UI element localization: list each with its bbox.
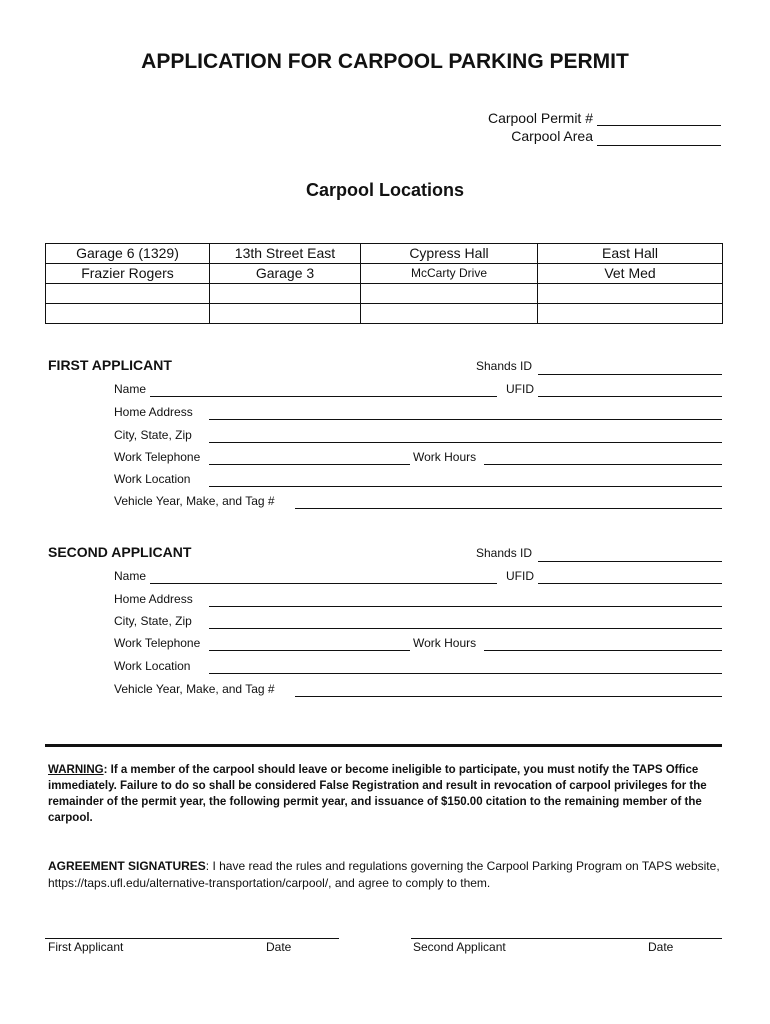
- first-city-state-zip-label: City, State, Zip: [114, 428, 192, 442]
- location-cell: Vet Med: [538, 264, 723, 284]
- first-home-address-label: Home Address: [114, 405, 193, 419]
- second-vehicle-field[interactable]: [295, 696, 722, 697]
- agreement-statement: [48, 858, 728, 892]
- carpool-area-label: Carpool Area: [511, 128, 593, 144]
- first-home-address-field[interactable]: [209, 419, 722, 420]
- first-ufid-field[interactable]: [538, 396, 722, 397]
- table-row: [46, 244, 723, 264]
- location-cell[interactable]: [210, 284, 361, 304]
- first-vehicle-field[interactable]: [295, 508, 722, 509]
- second-shands-id-label: Shands ID: [476, 546, 533, 560]
- first-work-hours-field[interactable]: [484, 464, 722, 465]
- first-work-location-label: Work Location: [114, 472, 191, 486]
- second-ufid-field[interactable]: [538, 583, 722, 584]
- table-row: [46, 264, 723, 284]
- location-cell: McCarty Drive: [361, 264, 538, 284]
- agreement-text: : I have read the rules and regulations governing the Carpool Parking Program on TAPS website, https://taps.ufl.edu/alternative-transportation/carpool/, and agree to comply to them.: [48, 859, 720, 890]
- location-cell: Cypress Hall: [361, 244, 538, 264]
- first-name-label: Name: [114, 382, 147, 396]
- second-ufid-label: UFID: [506, 569, 534, 583]
- second-name-label: Name: [114, 569, 147, 583]
- warning-label: WARNING: [48, 764, 104, 776]
- location-cell: Garage 6 (1329): [46, 244, 210, 264]
- location-cell: 13th Street East: [210, 244, 361, 264]
- carpool-area-field[interactable]: [597, 145, 721, 146]
- location-cell[interactable]: [210, 304, 361, 324]
- table-row: [46, 304, 723, 324]
- locations-table: [45, 243, 723, 324]
- second-work-hours-label: Work Hours: [413, 636, 477, 650]
- location-cell[interactable]: [538, 284, 723, 304]
- second-vehicle-label: Vehicle Year, Make, and Tag #: [114, 682, 275, 696]
- location-cell: Garage 3: [210, 264, 361, 284]
- second-work-telephone-field[interactable]: [209, 650, 410, 651]
- first-city-state-zip-field[interactable]: [209, 442, 722, 443]
- first-work-location-field[interactable]: [209, 486, 722, 487]
- second-work-location-field[interactable]: [209, 673, 722, 674]
- second-home-address-field[interactable]: [209, 606, 722, 607]
- first-work-hours-label: Work Hours: [413, 450, 477, 464]
- locations-heading: Carpool Locations: [305, 180, 464, 200]
- first-ufid-label: UFID: [506, 382, 534, 396]
- second-city-state-zip-field[interactable]: [209, 628, 722, 629]
- first-name-field[interactable]: [150, 396, 497, 397]
- second-work-location-label: Work Location: [114, 659, 191, 673]
- first-shands-id-label: Shands ID: [476, 359, 533, 373]
- carpool-permit-field[interactable]: [597, 125, 721, 126]
- second-applicant-signature-label: Second Applicant: [413, 940, 506, 954]
- location-cell[interactable]: [361, 284, 538, 304]
- second-home-address-label: Home Address: [114, 592, 193, 606]
- table-row: [46, 284, 723, 304]
- second-city-state-zip-label: City, State, Zip: [114, 614, 192, 628]
- second-work-hours-field[interactable]: [484, 650, 722, 651]
- location-cell: East Hall: [538, 244, 723, 264]
- second-date-label: Date: [648, 940, 674, 954]
- second-applicant-signature-field[interactable]: [411, 938, 722, 939]
- location-cell[interactable]: [46, 304, 210, 324]
- section-divider: [45, 744, 722, 747]
- second-shands-id-field[interactable]: [538, 561, 722, 562]
- carpool-permit-label: Carpool Permit #: [487, 110, 593, 126]
- page-title: APPLICATION FOR CARPOOL PARKING PERMIT: [141, 50, 629, 73]
- location-cell: Frazier Rogers: [46, 264, 210, 284]
- second-work-telephone-label: Work Telephone: [114, 636, 201, 650]
- location-cell[interactable]: [538, 304, 723, 324]
- second-name-field[interactable]: [150, 583, 497, 584]
- first-work-telephone-field[interactable]: [209, 464, 410, 465]
- first-vehicle-label: Vehicle Year, Make, and Tag #: [114, 494, 275, 508]
- first-work-telephone-label: Work Telephone: [114, 450, 201, 464]
- second-applicant-heading: SECOND APPLICANT: [48, 544, 192, 560]
- first-applicant-signature-field[interactable]: [45, 938, 339, 939]
- first-shands-id-field[interactable]: [538, 374, 722, 375]
- location-cell[interactable]: [361, 304, 538, 324]
- warning-notice: [48, 762, 728, 826]
- first-date-label: Date: [266, 940, 292, 954]
- first-applicant-signature-label: First Applicant: [48, 940, 124, 954]
- first-applicant-heading: FIRST APPLICANT: [48, 357, 172, 373]
- agreement-label: AGREEMENT SIGNATURES: [48, 859, 206, 873]
- warning-text: : If a member of the carpool should leave or become ineligible to participate, you must notify the TAPS Office immediately. Failure to do so shall be considered False Registration and result in revocation of carpool privileges for the remainder of the permit year, the following permit year, and issuance of $150.00 citation to the remaining member of the carpool.: [48, 764, 707, 824]
- location-cell[interactable]: [46, 284, 210, 304]
